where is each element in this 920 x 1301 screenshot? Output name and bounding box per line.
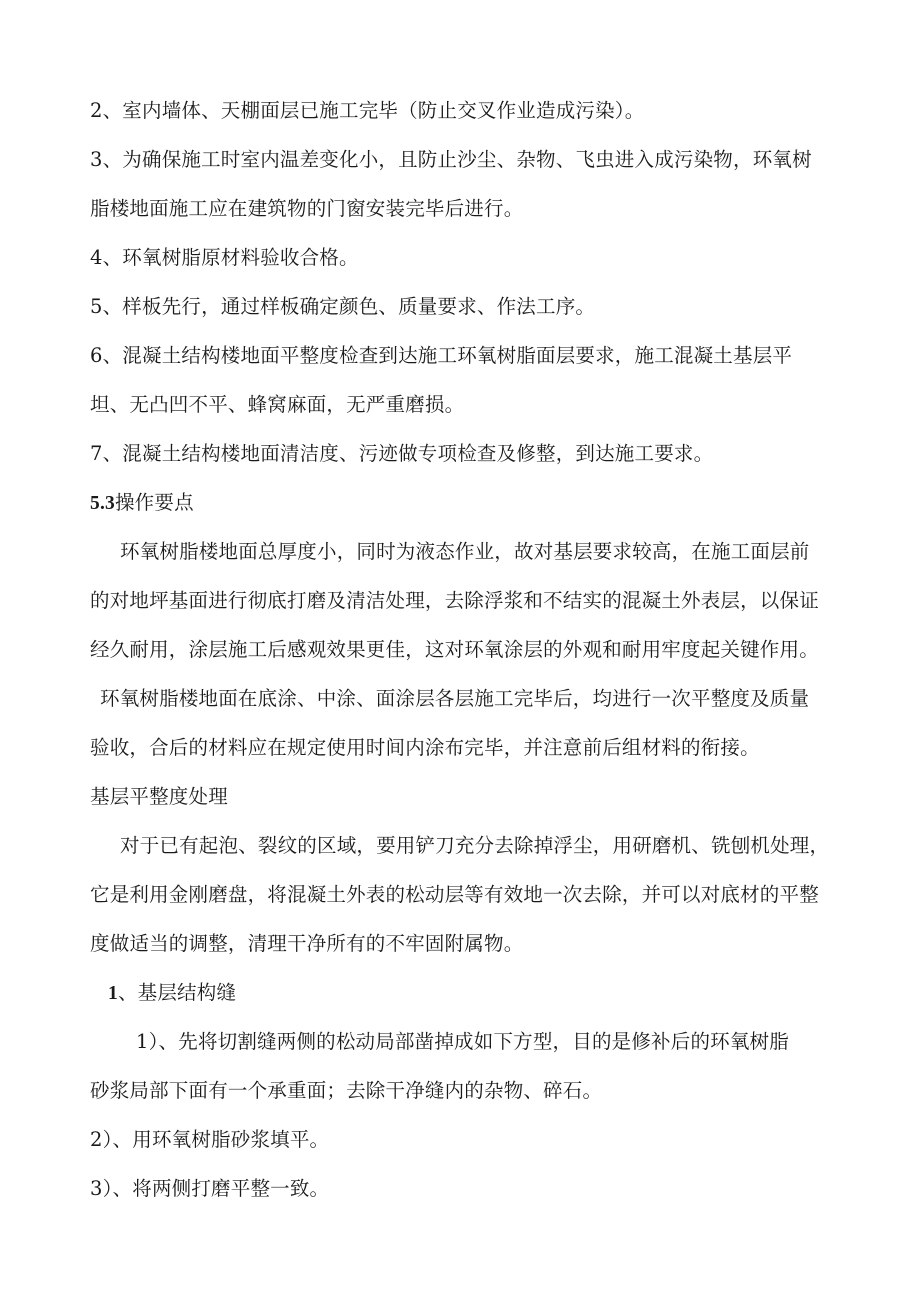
item-number: 1 bbox=[108, 983, 118, 1004]
paragraph-1-line-2: 的对地坪基面进行彻底打磨及清洁处理，去除浮浆和不结实的混凝土外表层，以保证 bbox=[90, 589, 819, 612]
list-item-3: 3、为确保施工时室内温差变化小，且防止沙尘、杂物、飞虫进入成污染物，环氧树 bbox=[90, 148, 812, 171]
list-item-2: 2、室内墙体、天棚面层已施工完毕（防止交叉作业造成污染）。 bbox=[90, 99, 645, 122]
step-2: 2）、用环氧树脂砂浆填平。 bbox=[90, 1128, 330, 1151]
step-3: 3）、将两侧打磨平整一致。 bbox=[90, 1177, 330, 1200]
paragraph-3-line-3: 度做适当的调整，清理干净所有的不牢固附属物。 bbox=[90, 932, 524, 955]
step-1: 1）、先将切割缝两侧的松动局部凿掉成如下方型，目的是修补后的环氧树脂 bbox=[136, 1030, 789, 1053]
paragraph-2-line-1: 环氧树脂楼地面在底涂、中涂、面涂层各层施工完毕后，均进行一次平整度及质量 bbox=[100, 687, 810, 710]
list-item-7: 7、混凝土结构楼地面清洁度、污迹做专项检查及修整，到达施工要求。 bbox=[90, 442, 714, 465]
subheading-base-flatness: 基层平整度处理 bbox=[90, 785, 228, 808]
list-item-4: 4、环氧树脂原材料验收合格。 bbox=[90, 246, 359, 269]
paragraph-2-line-2: 验收，合后的材料应在规定使用时间内涂布完毕，并注意前后组材料的衔接。 bbox=[90, 736, 760, 759]
list-item-6: 6、混凝土结构楼地面平整度检查到达施工环氧树脂面层要求，施工混凝土基层平 bbox=[90, 344, 793, 367]
paragraph-1-line-3: 经久耐用，涂层施工后感观效果更佳，这对环氧涂层的外观和耐用牢度起关键作用。 bbox=[90, 638, 819, 661]
item-title: 、基层结构缝 bbox=[117, 981, 237, 1004]
item-heading-1 bbox=[108, 979, 236, 1008]
paragraph-3-line-2: 它是利用金刚磨盘，将混凝土外表的松动层等有效地一次去除，并可以对底材的平整 bbox=[90, 883, 819, 906]
step-1-cont: 砂浆局部下面有一个承重面；去除干净缝内的杂物、碎石。 bbox=[90, 1079, 603, 1102]
list-item-5: 5、样板先行，通过样板确定颜色、质量要求、作法工序。 bbox=[90, 295, 596, 318]
section-heading-5-3 bbox=[90, 489, 194, 518]
paragraph-3-line-1: 对于已有起泡、裂纹的区域，要用铲刀充分去除掉浮尘，用研磨机、铣刨机处理， bbox=[120, 834, 830, 857]
section-number: 5.3 bbox=[90, 493, 115, 514]
list-item-6-cont: 坦、无凸凹不平、蜂窝麻面，无严重磨损。 bbox=[90, 393, 465, 416]
list-item-3-cont: 脂楼地面施工应在建筑物的门窗安装完毕后进行。 bbox=[90, 197, 524, 220]
section-title: 操作要点 bbox=[114, 491, 194, 514]
paragraph-1-line-1: 环氧树脂楼地面总厚度小，同时为液态作业，故对基层要求较高，在施工面层前 bbox=[120, 540, 810, 563]
